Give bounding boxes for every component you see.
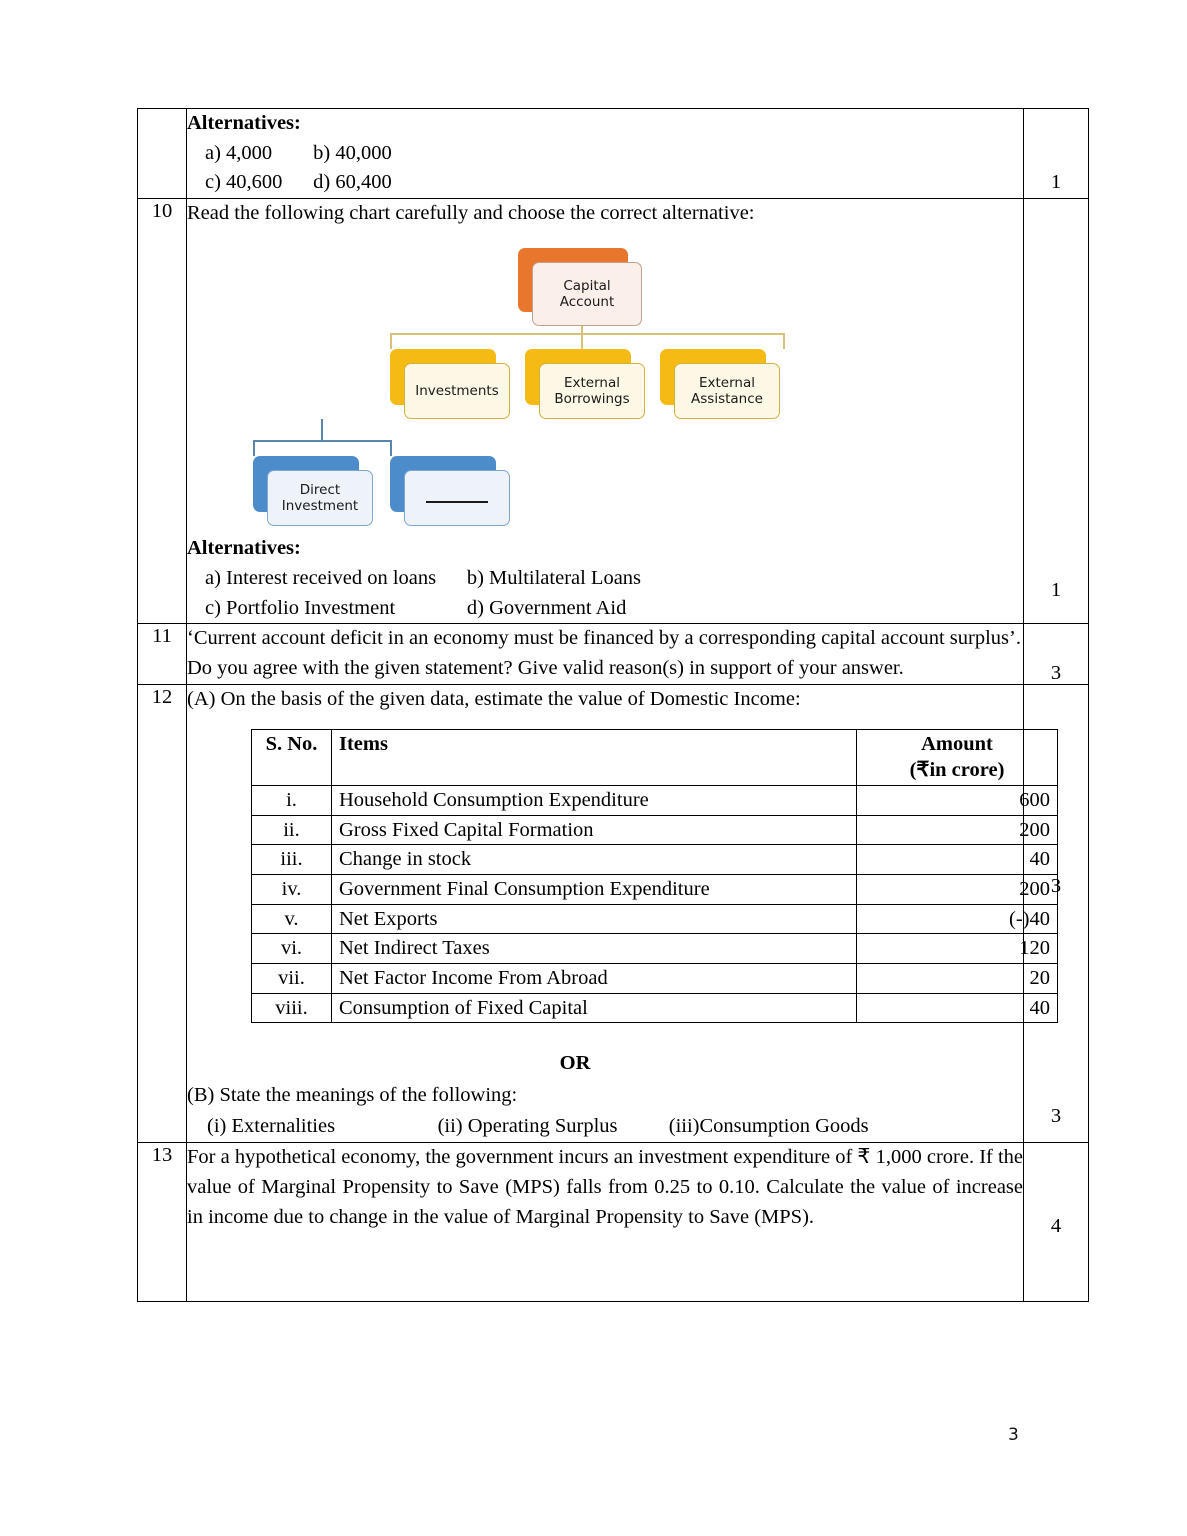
cell-amount: 40 [857, 845, 1058, 875]
or-separator: OR [559, 1052, 591, 1075]
table-row [138, 624, 1089, 685]
table-row [252, 934, 1058, 964]
header-items: Items [332, 729, 857, 785]
question-body-cell [187, 109, 1024, 199]
table-row [138, 1142, 1089, 1301]
domestic-income-data-table-wrapper [251, 729, 1057, 1023]
cell-sno: iv. [252, 874, 332, 904]
question-statement: For a hypothetical economy, the government incurs an investment expenditure of ₹ 1,000 crore. If the value of Marginal Propensity to Save (MPS) falls from 0.25 to 0.10. Calculate the value of increase in income due to change in the value of Marginal Propensity to Save (MPS). [187, 1145, 1024, 1228]
connector-vertical [783, 333, 785, 349]
node-blank-answer-slot [390, 456, 496, 512]
option-line: a) Interest received on loans b) Multilateral Loans [205, 566, 642, 589]
table-row [252, 874, 1058, 904]
connector-horizontal [390, 333, 784, 335]
table-header-row [252, 729, 1058, 785]
marks-cell [1024, 684, 1089, 1142]
capital-account-chart [187, 234, 1023, 534]
cell-sno: iii. [252, 845, 332, 875]
table-row [138, 198, 1089, 623]
question-number-cell: 12 [138, 684, 187, 1142]
node-label: Investments [404, 363, 510, 419]
cell-item: Change in stock [332, 845, 857, 875]
cell-item: Net Exports [332, 904, 857, 934]
node-external-assistance [660, 349, 766, 408]
question-instruction: Do you agree with the given statement? Give valid reason(s) in support of your answer. [187, 656, 904, 679]
cell-item: Household Consumption Expenditure [332, 786, 857, 816]
question-statement: ‘Current account deficit in an economy must be financed by a corresponding capital account surplus’. [187, 627, 1021, 650]
connector-vertical [253, 440, 255, 456]
node-investments [390, 349, 499, 405]
cell-sno: viii. [252, 993, 332, 1023]
option-line: c) Portfolio Investment d) Government Aid [205, 596, 627, 619]
node-external-borrowings [525, 349, 631, 408]
question-body-cell [187, 1142, 1024, 1301]
node-label: External Borrowings [539, 363, 645, 419]
marks-value: 3 [1050, 662, 1062, 685]
alternatives-label: Alternatives: [187, 112, 301, 134]
page-number: 3 [1008, 1425, 1019, 1445]
option-line: c) 40,600 d) 60,400 [205, 171, 392, 194]
header-amount-line2: (₹in crore) [909, 759, 1005, 782]
connector-vertical [390, 333, 392, 349]
question-number-cell: 13 [138, 1142, 187, 1301]
cell-amount: 20 [857, 963, 1058, 993]
blank-underline [426, 494, 488, 503]
or-alternative-block [187, 1049, 1023, 1142]
marks-value-part-a: 3 [1050, 874, 1062, 897]
cell-sno: vii. [252, 963, 332, 993]
cell-item: Net Indirect Taxes [332, 934, 857, 964]
table-row [138, 109, 1089, 199]
part-b-options: (i) Externalities (ii) Operating Surplus (iii)Consumption Goods [207, 1115, 869, 1138]
node-label [404, 470, 510, 526]
cell-amount: 40 [857, 993, 1058, 1023]
marks-value: 4 [1050, 1214, 1062, 1237]
question-number-cell: 11 [138, 624, 187, 685]
exam-question-sheet [137, 108, 1088, 1302]
cell-amount: 200 [857, 874, 1058, 904]
node-direct-investment [253, 456, 359, 515]
cell-amount: 120 [857, 934, 1058, 964]
marks-cell [1024, 198, 1089, 623]
cell-sno: vi. [252, 934, 332, 964]
marks-cell [1024, 1142, 1089, 1301]
table-row [252, 963, 1058, 993]
question-number-cell: 10 [138, 198, 187, 623]
cell-sno: ii. [252, 815, 332, 845]
option-line: a) 4,000 b) 40,000 [205, 141, 392, 164]
marks-cell [1024, 109, 1089, 199]
connector-vertical [581, 333, 583, 349]
question-prompt: Read the following chart carefully and choose the correct alternative: [187, 201, 755, 224]
cell-item: Government Final Consumption Expenditure [332, 874, 857, 904]
cell-item: Consumption of Fixed Capital [332, 993, 857, 1023]
connector-vertical [390, 440, 392, 456]
header-amount-line1: Amount [921, 732, 993, 755]
node-label: Capital Account [532, 262, 642, 326]
connector-vertical [321, 419, 323, 441]
question-prompt-part-b: (B) State the meanings of the following: [187, 1083, 518, 1106]
question-body-cell [187, 198, 1024, 623]
table-row [252, 993, 1058, 1023]
table-row [252, 815, 1058, 845]
table-row [138, 684, 1089, 1142]
question-number-cell [138, 109, 187, 199]
question-prompt-part-a: (A) On the basis of the given data, estimate the value of Domestic Income: [187, 687, 801, 710]
cell-sno: v. [252, 904, 332, 934]
cell-item: Gross Fixed Capital Formation [332, 815, 857, 845]
cell-item: Net Factor Income From Abroad [332, 963, 857, 993]
table-row [252, 786, 1058, 816]
node-label: Direct Investment [267, 470, 373, 526]
marks-value: 1 [1050, 171, 1062, 193]
node-capital-account [518, 248, 628, 312]
question-body-cell [187, 684, 1050, 1142]
cell-amount: 200 [857, 815, 1058, 845]
node-label: External Assistance [674, 363, 780, 419]
question-body-cell [187, 624, 1024, 685]
connector-horizontal [253, 440, 391, 442]
cell-sno: i. [252, 786, 332, 816]
domestic-income-table [251, 729, 1058, 1023]
table-row [252, 845, 1058, 875]
cell-amount: 600 [857, 786, 1058, 816]
header-sno: S. No. [252, 729, 332, 785]
exam-table [137, 108, 1089, 1302]
marks-cell [1024, 624, 1089, 685]
cell-amount: (-)40 [857, 904, 1058, 934]
marks-value-part-b: 3 [1050, 1104, 1062, 1127]
table-row [252, 904, 1058, 934]
marks-value: 1 [1050, 578, 1062, 601]
alternatives-label: Alternatives: [187, 537, 301, 560]
